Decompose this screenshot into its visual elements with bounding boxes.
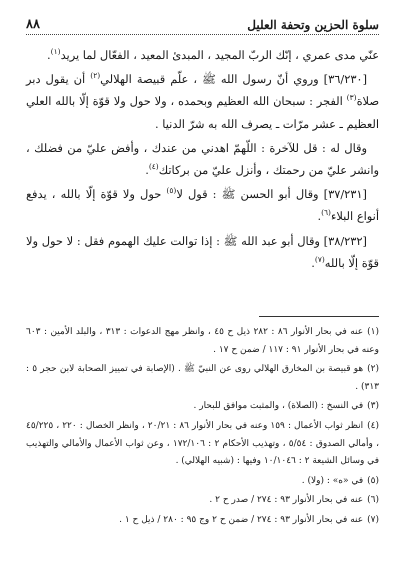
paragraph-4-text-b: حول ولا قوّة إلّا بالله ، يدفع أنواع البلاء (26, 187, 379, 224)
footnote-text: هو قبيصة بن المخارق الهلالي روى عن النبيّ ﷺ . (الإصابة في تمييز الصحابة لابن حجر ٥ : ٣١٣) . (26, 364, 379, 392)
hadith-36-230 (26, 68, 379, 135)
running-title: سلوة الحزين وتحفة العليل (247, 18, 379, 32)
paragraph-4-end: . (317, 209, 322, 224)
footnote-ref-1: (١) (50, 47, 61, 57)
footnote-ref-7: (٧) (314, 255, 325, 265)
paragraph-1 (26, 44, 379, 66)
footnote-6 (26, 492, 379, 510)
page-number: ٨٨ (26, 17, 40, 32)
footnote-ref-4: (٤) (148, 162, 159, 172)
footnote-text: عنه في بحار الأنوار ٩٣ : ٢٧٤ / ضمن ح ٢ وج ٩٥ : ٢٨٠ / ذيل ح ١ . (119, 514, 364, 525)
footnote-number: (٣) (367, 401, 379, 412)
footnote-number: (٤) (367, 420, 379, 431)
footnote-ref-3: (٣) (346, 93, 357, 103)
footnote-number: (١) (367, 327, 379, 337)
footnote-number: (٦) (367, 495, 379, 506)
footnote-7 (26, 512, 379, 530)
footnote-1 (26, 324, 379, 359)
paragraph-1-text: عنّي مدى عمري ، إنّك الربّ المجيد ، المبدئ المعيد ، الفعّال لما يريد (60, 48, 379, 62)
footnote-text: في «ه» : (ولا) . (301, 475, 364, 486)
footnote-ref-2: (٢) (90, 71, 101, 81)
paragraph-1-end: . (47, 48, 51, 62)
paragraph-5-end: . (311, 255, 315, 270)
hadith-38-232 (26, 230, 379, 274)
footnotes (26, 324, 379, 532)
footnote-2 (26, 361, 379, 396)
main-text (26, 44, 379, 276)
footnote-number: (٥) (367, 475, 379, 486)
footnote-number: (٢) (367, 364, 379, 375)
paragraph-3 (26, 137, 379, 181)
footnote-ref-5: (٥) (166, 186, 177, 196)
footnote-5 (26, 473, 379, 491)
page-header (26, 12, 379, 35)
paragraph-4-text-a: [٣٧/٢٣١] وقال أبو الحسن ﷺ : قول لا (176, 187, 367, 202)
footnote-separator (259, 316, 379, 317)
footnote-text: عنه في بحار الأنوار ٨٦ : ٢٨٢ ذيل ح ٤٥ ، وانظر مهج الدعوات : ٣١٣ ، والبلد الأمين : ٦٠٣ وعنه في بحار الأنوار ٩١ : ١١٧ / ضمن ح ١٧ . (26, 327, 379, 355)
hadith-37-231 (26, 183, 379, 227)
footnote-4 (26, 418, 379, 471)
footnote-text: انظر ثواب الأعمال : ١٥٩ وعنه في بحار الأنوار ٨٦ : ٢٠/٢١ ، وانظر الخصال : ٢٢٠ ، ٤٥/٢٢٥ ، وأمالي الصدوق : ٥/٥٤ ، وتهذيب الأحكام ٢ : ١٧٢/١٠٦ ، وعن ثواب الأعمال والأمالي والتهذيب في وسائل الشيعة ٢ : ١٠/١٠٤٦ وفيها : (شبيه الهلالي) . (26, 420, 379, 467)
paragraph-5-text: [٣٨/٢٣٢] وقال أبو عبد الله ﷺ : إذا توالت عليك الهموم فقل : لا حول ولا قوّة إلّا بالله (26, 233, 379, 270)
paragraph-3-text: وقال له : قل للآخرة : اللّهمّ اهدني من عندك ، وأفض عليّ من فضلك ، وانشر عليّ من رحمتك ، وأنزل عليّ من بركاتك (26, 140, 379, 178)
paragraph-2-text-b: أن يقول دبر صلاة (26, 72, 379, 109)
footnote-ref-6: (٦) (321, 208, 331, 218)
paragraph-3-end: . (145, 163, 149, 178)
footnote-number: (٧) (367, 514, 379, 525)
paragraph-2-text-a: [٣٦/٢٣٠] وروي أنّ رسول الله ﷺ ، علّم قبيصة الهلالي (100, 72, 368, 87)
footnote-text: عنه في بحار الأنوار ٩٣ : ٢٧٤ / صدر ح ٢ . (209, 495, 364, 506)
footnote-text: في النسخ : (الصلاة) ، والمثبت موافق للبحار . (193, 401, 364, 412)
paragraph-2-text-c: الفجر : سبحان الله العظيم وبحمده ، ولا حول ولا قوّة إلّا بالله العلي العظيم ـ عشر مرّات ـ يصرف الله به شرّ الدنيا . (26, 94, 379, 131)
footnote-3 (26, 398, 379, 416)
